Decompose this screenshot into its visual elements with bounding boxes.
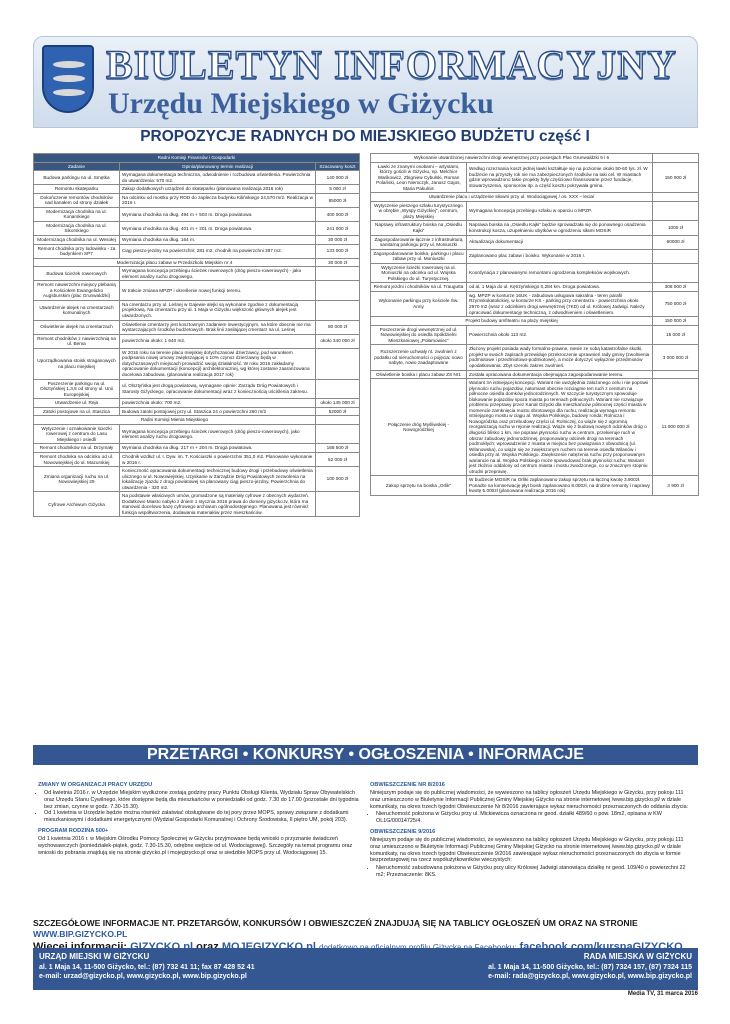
table-row (371, 317, 699, 326)
row-task: Budowa ścieżek rowerowych (34, 267, 120, 281)
row-cost: około 340 000 zł (316, 334, 360, 348)
row-section-title: Projekt budowy amfiteatru na plaży miejskiej (371, 317, 653, 326)
row-task: Wytyczenie pieszego szlaku turystycznego w obrębie „Wyspy Giżyckiej”, centrum, plaży Miejskiej (371, 201, 467, 221)
table-row (371, 235, 699, 249)
table-row (371, 325, 699, 345)
announcement-heading: OBWIESZCZENIE 9/2016 (370, 829, 436, 836)
table-row (34, 379, 360, 399)
row-opinion: Wymiana chodnika na dług. 401 m + 201 m. Droga powiatowa. (120, 221, 316, 235)
city-crest-icon (42, 45, 94, 113)
row-task: Utwardzenie ul. Reja (34, 399, 120, 408)
row-cost: 1000 zł (653, 221, 699, 235)
column-header-task: Zadanie (34, 162, 120, 171)
row-cost: 30 000 zł (316, 236, 360, 245)
row-task: Dokończenie remontów chodników nad kanałem od strony działek (34, 193, 120, 207)
table-row (34, 236, 360, 245)
row-task: Naprawy infrastruktury boiska na „Osiedlu Kajki” (371, 221, 467, 235)
row-opinion: powierzchnia około: 1 640 m2. (120, 334, 316, 348)
row-opinion: Wymiana chodnika na dług. 217 m + 204 m. Droga powiatowa. (120, 444, 316, 453)
row-task: Zagospodarowanie boiska, parkingu i placu zabaw przy ul. Moniuszki (371, 249, 467, 263)
row-cost: 150 000 zł (653, 317, 699, 326)
row-task: Połączenie dróg Myśliwskiej - Nowogródzkiej (371, 379, 467, 476)
row-task: Uporządkowania stoisk straganowych na placu miejskiej (34, 348, 120, 379)
row-section-title: Utwardzenie placu i urządzenie siłowni przy ul. Wodociągowej / os. XXX – lecia/ (371, 193, 653, 202)
row-task: Zmiana organizacji ruchu na ul. Nowowiejskiej 29 (34, 467, 120, 492)
announcement-heading: PROGRAM RODZINA 500+ (38, 828, 109, 835)
row-cost: 400 000 zł (316, 207, 360, 221)
table-row (34, 399, 360, 408)
row-opinion: Naprawa boiska na „Osiedlu Kajki” będzie sprowadzała się do ponownego osadzenia konstrukcji kosza, uzupełnieniu ubytków w ogrodzeniu siłami MOSiR (467, 221, 653, 235)
table-row (371, 263, 699, 283)
office-address: al. 1 Maja 14, 11-500 Giżycko, tel.: (87) 732 41 11; fax 87 428 52 41 (39, 963, 255, 971)
row-cost (653, 193, 699, 202)
table-row (34, 221, 360, 235)
row-task: Remont jezdni i chodników na ul. Traugutta (371, 283, 467, 292)
row-task: Budowa parkingu na ul. Smętka (34, 171, 120, 185)
table-row (34, 492, 360, 517)
row-opinion: Wymagana koncepcja przebiegu ścieżek rowerowych (dróg pieszo-rowerowych), jako element analizy ruchu drogowego. (120, 424, 316, 444)
table-row (34, 207, 360, 221)
row-opinion: ul. Olsztyńska jest drogą powiatową, wymagane opinie: Zarządu Dróg Powiatowych i Starosty Giżyckiego, opracowanie dokumentacji wraz z koniecznością uściślenia zakresu. (120, 379, 316, 399)
row-opinion: Aktualizacja dokumentacji (467, 235, 653, 249)
row-cost: 15 000 zł (653, 325, 699, 345)
row-cost: 241 000 zł (316, 221, 360, 235)
row-cost: 308 000 zł (653, 283, 699, 292)
issue-date: Media TV, 31 marca 2016 (627, 991, 698, 997)
row-cost: 60000 zł (653, 235, 699, 249)
row-task: Ławki ze znanymi osobami – artystami, którzy gościli w Giżycku, np. Melchior Wańkowicz, Zbigniew Cybulski, Roman Polański, Leon Niemczyk, Janusz Gajos, Maria Pakulnis (371, 162, 467, 193)
bulletin-subtitle: Urzędu Miejskiego w Giżycku (108, 87, 494, 120)
table-row (34, 281, 360, 301)
row-cost: 750 000 zł (653, 291, 699, 316)
proposals-heading: PROPOZYCJE RADNYCH DO MIEJSKIEGO BUDŻETU część I (140, 128, 590, 145)
office-contact: e-mail: urzad@gizycko.pl, www.gizycko.pl, www.bip.gizycko.pl (39, 973, 247, 981)
table-row (371, 283, 699, 292)
row-cost (316, 416, 360, 425)
table-row (34, 348, 360, 379)
row-opinion: Powierzchnia około 113 m2. (467, 325, 653, 345)
announcement-text: Niniejszym podaje się do publicznej wiadomości, że wywieszono na tablicy ogłoszeń Urzędu Miejskiego w Giżycku, przy pokoju 111 oraz umieszczono w Biuletynie Informacji Publicznej Gminy Miejskiej Giżycko na stronie internetowej /www.bip.gizycko.pl/ w dziale komunikaty, na okres trzech tygodni Obwieszczenie 9/2016 zawierające wykaz nieruchomości przeznaczonych do zbycia w formie bezprzetargowej na rzecz współużytkowników wieczystych: (370, 837, 684, 864)
announcement-heading: ZMIANY W ORGANIZACJI PRACY URZĘDU (38, 782, 153, 788)
row-cost: 3 900 zł (653, 476, 699, 496)
announcement-text: Od 1 kwietnia 2016 r. w Miejskim Ośrodku Pomocy Społecznej w Giżycku przyjmowane będą wnioski o przyznanie świadczeń wychowawczych (poniedziałek-piątek, godz. 7.30-15.30, odrębne wejście od ul. Wodociągowej). Szczegóły na temat programu oraz wnioski do pobrania znajdują się na stronie gizycko.pl i mojegizycko.pl oraz w siedzibie MOPS przy ul. Wodociągowej 15. (38, 836, 353, 856)
row-cost: 150 000 zł (653, 162, 699, 193)
row-task: Remont nawierzchni miejscy plebanią a Kościołem Ewangelicko Augsburskim (plac Grunwaldzki) (34, 281, 120, 301)
table-row (371, 201, 699, 221)
table-row (371, 291, 699, 316)
row-cost: około 145 000 zł (316, 399, 360, 408)
header-banner (33, 36, 698, 128)
right-proposals-table (370, 153, 699, 496)
row-cost: 3 000 000 zł (653, 345, 699, 370)
row-opinion: Wymiana chodnika na dług. 164 m. (120, 236, 316, 245)
row-task: Cyfrowe Archiwum Giżycka (34, 492, 120, 517)
table-row (34, 258, 360, 267)
table-row (34, 193, 360, 207)
row-opinion: Wymagana koncepcja przebiegu szlaku w oparciu o MPZP. (467, 201, 653, 221)
row-cost: 52000 zł (316, 407, 360, 416)
row-opinion: Została opracowana dokumentacja obejmująca zagospodarowanie terenu. (467, 370, 653, 379)
table-row (34, 416, 360, 425)
row-cost: 52 000 zł (316, 452, 360, 466)
row-cost: 30 000 zł (316, 258, 360, 267)
footer-left (39, 952, 255, 982)
table-row (34, 320, 360, 334)
row-section-title: Wykonanie utwardzonej nawierzchni drogi wewnętrznej przy posesjach Plac Grunwaldzki 5 i 6 (371, 154, 653, 163)
row-opinion: Wariant 3A istniejącej koncepcji. Wariant nie uwzględnia założonego celu i nie poprawi płynności ruchu pojazdów, natomiast obecnie rozciągnie ten ruch z centrum na północne osiedla domków jednorodzinnych. W szczycie turystycznym spowoduje blokowanie pojazdów spoza miasta po terenach północnych. Wariant nie rozwiązuje problemu przeprawy przez Kanał Giżycki dla mieszkańców północnej części miasta w momencie zamknięcia mostu obrotowego dla ruchu, realizacja wymaga remontu istniejącego mostu w ciągu al. Wojska Polskiego, budowy ronda: Rolnicza i Nowogródzka oraz przebudowy części ul. Rolniczej, co wiąże się z ogromną reorganizacją ruchu w rejonie realizacji. Wiąże się z budową nowych odcinków dróg o długości blisko 1 km, nie poprawi płynności ruchu w centrum, przekieruje ruch w obszar zabudowy jednorodzinnej, proponowany odcinek drogi na terenach podmokłych; wprowadzenie z miasta w miejscu bez powiązania z obwodnicą (ul. Wilanowska), co wiąże się ze zwiększonym ruchem na terenie osiedla Wilanów i osiedla przy al. Wojska Polskiego. Zwiększenie natężenia ruchu przy proponowanym wariancie na al. Wojska Polskiego może spowodować brak płynności ruchu; Wariant jest złożnio oddalony od centrum miasta i mostu zwodzonego, co w znacznym stopniu utrudni przeprawę. (467, 379, 653, 476)
office-name: URZĄD MIEJSKI W GIŻYCKU (39, 952, 150, 961)
table-row (34, 171, 360, 185)
row-cost (316, 300, 360, 320)
row-opinion: Wymiana chodnika na dług. 494 m + 503 m. Droga powiatowa. (120, 207, 316, 221)
table-row (371, 345, 699, 370)
row-opinion: Na cmentarzu przy ul. Leśnej w Gajewie alejki są wykonane zgodnie z dokumentacją projektową. Na cmentarzu przy al. 1 Maja w Giżycku większość głównych alejek jest utwardzonych. (120, 300, 316, 320)
row-cost: 5 000 zł (316, 185, 360, 194)
table-row (34, 452, 360, 466)
row-task: Oświetlenie alejek na cmentarzach (34, 320, 120, 334)
council-address: al. 1 Maja 14, 11-500 Giżycko, tel.: (87) 7324 157, (87) 7324 115 (488, 963, 692, 971)
row-cost: 11 000 000 zł (653, 379, 699, 476)
row-cost: 85000 zł (316, 193, 360, 207)
table-row (34, 300, 360, 320)
row-cost (316, 267, 360, 281)
row-opinion: Według rozeznania koszt jednej ławki kształtuje się na poziomie około 50-60 tys. zł. W budżecie na przyszły rok nie ma zabezpieczonych środków na taki cel. W miastach gdzie wprowadzono takie projekty były częściowo finansowane przez fundacje, stowarzyszenia, sponsorów itp. a część kosztu pokrywała gmina. (467, 162, 653, 193)
announcement-bullet: • Nieruchomość położona w Giżycku przy ul. Mickiewicza oznaczona nr geod. działki 489/60 o pow. 18m2, opisana w KW OL1G/00014725/4. (376, 811, 692, 825)
row-opinion: Zaplanowano plac zabaw i boisko. Wykonanie w 2016 r. (467, 249, 653, 263)
table-row (371, 154, 699, 163)
table-row (371, 249, 699, 263)
table-row (371, 193, 699, 202)
row-cost (316, 379, 360, 399)
table-row (371, 370, 699, 379)
row-cost (316, 492, 360, 517)
row-task: Rozszerzenie uchwały nt. zwolnień z podatku od nieruchomości o pojęcia: nowo nabyte, nowo zaadaptowane (371, 345, 467, 370)
row-cost: 80 000 zł (316, 320, 360, 334)
row-opinion: od al. 1 Maja do ul. Kętrzyńskiego 0,284 km. Droga powiatowa. (467, 283, 653, 292)
row-task: Zatoki postojowe na ul. Staszica (34, 407, 120, 416)
table-row (34, 407, 360, 416)
row-opinion: W trakcie zmiana MPZP i określenie nowej funkcji terenu. (120, 281, 316, 301)
row-task: Remont chodnika na odcinku od ul. Nowowiejskiej do ul. Mazurskiej (34, 452, 120, 466)
row-opinion: Na podstawie właściwych umów, gromadzone są materiały cyfrowe z obecnych wydarzeń. Dodatkowo Miasto nabyło z dniem 1 stycznia 2016 prawa do domeny gizycko.tv, która ma stanowić docelowo bazę cyfrowego archiwum ogólnodostępnego. Planowana jest również funkcja współtworzenia, dodawania materiałów przez mieszkańców. (120, 492, 316, 517)
row-cost (316, 348, 360, 379)
table-row (34, 467, 360, 492)
announcement-bullet: • Od 1 kwietnia w Urzędzie będzie można również załatwiać obsługiwane do tej pory przez MOPS, sprawy związane z dodatkami mieszkaniowymi i dodatkami energetycznymi (Wydział Gospodarki Komunalnej i Ochrony Środowiska, II piętro UM, pokój 203). (44, 810, 360, 824)
more-info-text: SZCZEGÓŁOWE INFORMACJE NT. PRZETARGÓW, KONKURSÓW I OBWIESZCZEŃ ZNAJDUJĄ SIĘ NA TABLICY OGŁOSZEŃ UM ORAZ NA STRONIE (33, 918, 638, 928)
footer-bar (33, 948, 698, 990)
row-opinion: wg. MPZP w konturze 16UK - zabudowa usługowa sakralna - teren parafii Rzymskokatolickiej, w konturze KS - parking przy cmentarzu - powierzchnia około 2970 m2 (wraz z odcinkiem drogi wewnętrznej (7KD) od ul. Królowej Jadwigi. Należy opracować dokumentację techniczną, z odwodnieniem i oświetleniem. (467, 291, 653, 316)
table-row (34, 424, 360, 444)
column-header-cost: Szacowany koszt (316, 162, 360, 171)
row-cost: 100 000 zł (316, 467, 360, 492)
row-task: Oświetlenie boiska i placu zabaw ZS Nr1 (371, 370, 467, 379)
footer-right (488, 952, 692, 982)
row-opinion: W 2016 roku na terenie placu miejskiej dotychczasowi dzierżawcy, pod warunkiem podpisania nowej umowy zwiększającej o 10% czynsz dzierżawny będą w dotychczasowych miejscach prowadzić swoją działalność. W roku 2016 zakładamy opracowanie dokumentacji (koncepcji) architektonicznej, wg której zostanie zaaranżowana docelowa zabudowa. (planowana realizacja 2017 rok) (120, 348, 316, 379)
row-opinion: W budżecie MOSiR na Orliki zaplanowano zakup sprzętu na łącznq kwotę 3.900zł. Ponadto na konserwację płyt boisk zaplanowano 8.000zł, na drobne remonty i naprawy kwotę 5.000zł (planowana realizacja 2016 rok) (467, 476, 653, 496)
announcements-right (370, 782, 692, 880)
table-section-header: Radni Komisji Finansów i Gospodarki (34, 154, 360, 163)
table-row (371, 162, 699, 193)
council-name: RADA MIEJSKA W GIŻYCKU (583, 952, 692, 961)
announcement-bullet: • Nieruchomość zabudowana położona w Giżycku przy ulicy Królowej Jadwigi stanowiąca działkę nr geod. 109/40 o powierzchni 22 m2; Przeznaczenie: 8KS. (376, 865, 692, 879)
column-header-opinion: Opinia/planowany termin realizacji (120, 162, 316, 171)
row-task: Modernizacja chodnika na ul. Konarskiego (34, 207, 120, 221)
row-cost (316, 424, 360, 444)
row-cost (653, 263, 699, 283)
row-section-title: Modernizacja placu zabaw w Przedszkolu Miejskim nr 4 (34, 258, 316, 267)
row-task: Modernizacja chodnika na ul. Sikorskiego (34, 221, 120, 235)
row-cost: 140 000 zł (316, 171, 360, 185)
row-opinion: Chodnik wzdłuż ul. I. Dyw. im. T. Kościuszki o powierzchni 351,0 m2. Planowane wykonanie w 2016 r. (120, 452, 316, 466)
row-opinion: Złożony projekt posiada wady formalno-prawne, niesie ze sobą katastrofalne skutki, projekt w swoich zapisach przewiduje przekroczenie uprawnień rady gminy (zwolnienia podmiotowe i przedmiotowo-podmiotowe), a może dotyczyć wyłącznie przedmiotów opodatkowania. Zbyt szeroki zakres zwolnień. (467, 345, 653, 370)
table-row (371, 476, 699, 496)
council-contact: e-mail: rada@gizycko.pl, www.gizycko.pl, www.bip.gizycko.pl (488, 973, 692, 981)
row-task: Wytyczenie i oznakowanie ścieżki rowerowej z centrum do Lasu Miejskiego i osiedli (34, 424, 120, 444)
bulletin-title: BIULETYN INFORMACYJNY (106, 42, 678, 87)
row-opinion: Zakup dodatkowych urządzeń do skateparku (planowana realizacja 2016 rok) (120, 185, 316, 194)
table-row (371, 221, 699, 235)
bip-link[interactable]: WWW.BIP.GIZYCKO.PL (33, 929, 128, 940)
row-opinion: Ciąg pieszo-jezdny na powierzchni: 281 m2, chodnik na powierzchni 387 m2. (120, 244, 316, 258)
announcements-left (38, 782, 360, 857)
row-opinion: Wymagana koncepcja przebiegu ścieżek rowerowych (dróg pieszo-rowerowych) - jako element analizy ruchu drogowego. (120, 267, 316, 281)
announcement-bullet: • Od kwietnia 2016 r. w Urzędzie Miejskim wydłużone zostają godziny pracy Punktu Obsługi Klienta, Wydziału Spraw Obywatelskich oraz Urzędu Stanu Cywilnego, które dostępne będą dla mieszkańców w poniedziałki od godz. 7.30 do 17.00 (pozostałe dni tygodnia bez zmian, czynne w godz. 7.30-15.30). (44, 790, 360, 810)
row-task: Zagospodarowanie łącznie z infrastrukturą sanitarną parkingu przy ul. Moniuszki (371, 235, 467, 249)
row-task: Wykonanie parkingu przy kościele Św. Anny (371, 291, 467, 316)
row-cost: 168 500 zł (316, 444, 360, 453)
table-row (34, 244, 360, 258)
row-opinion: Oświetlenie cmentarzy jest kosztownym zadaniem inwestycyjnym, na które obecnie nie ma wystarczających środków budżetowych. Brak linii zasilającej cmentarz na ul. Leśnej (120, 320, 316, 334)
row-task: Remont chodnika przy lodowisku - za budynkiem SP7 (34, 244, 120, 258)
row-opinion: Koordynacja z planowanymi remontami ogrodzenia kompleksów wojskowych. (467, 263, 653, 283)
row-task: Utwardzenie alejek na cmentarzach komunalnych (34, 300, 120, 320)
row-task: Remontu skateparku (34, 185, 120, 194)
row-task: Poszerzenie drogi wewnętrznej od ul. Nowowiejskiej do osiedla Spółdzielni Mieszkaniowej „Połamowiec” (371, 325, 467, 345)
row-task: Zakup sprzętu na boiska „Orlik” (371, 476, 467, 496)
row-opinion: powierzchnia około: 700 m2. (120, 399, 316, 408)
announcement-text: Niniejszym podaje się do publicznej wiadomości, że wywieszono na tablicy ogłoszeń Urzędu Miejskiego w Giżycku, przy pokoju 111 oraz umieszczono w Biuletynie Informacji Publicznej Gminy Miejskiej Giżycko na stronie internetowej /www.bip.gizycko.pl/ w dziale komunikaty, na okres trzech tygodni Obwieszczenie Nr 8/2016 zawierające wykaz nieruchomości przeznaczonych do oddania zbycia: (370, 790, 689, 810)
row-task: Modernizacja chodnika na ul. Wesołej (34, 236, 120, 245)
row-cost: 133 000 zł (316, 244, 360, 258)
row-task: Wytyczenie ścieżki rowerowej na ul. Moniuszki na odcinku od ul. Wojska Polskiego do ul. Turystycznej. (371, 263, 467, 283)
row-cost (653, 370, 699, 379)
announcements-band: PRZETARGI • KONKURSY • OGŁOSZENIA • INFORMACJE (33, 745, 698, 765)
table-row (34, 267, 360, 281)
row-opinion: Na odcinku od mostku przy ROD do zaplecza budynku Kilińskiego 24,570 m/2. Realizacja w 2016 r. (120, 193, 316, 207)
table-row (34, 185, 360, 194)
row-cost (653, 201, 699, 221)
table-row (34, 444, 360, 453)
row-section-title: Radni Komisji Mienia Miejskiego (34, 416, 316, 425)
row-cost (316, 281, 360, 301)
row-cost (653, 249, 699, 263)
row-opinion: Budowa zatoki postojowej przy ul. Staszica 24 o powierzchni 260 m/2 (120, 407, 316, 416)
row-task: Poszerzenie parkingu na ul. Olsztyńskiej 1,3,5 od strony ul. Unii Europejskiej (34, 379, 120, 399)
row-opinion: Wymagana dokumentacja techniczna, odwodnienie i rozbudowa oświetlenia. Powierzchnia do utwardzenia: 570 m2. (120, 171, 316, 185)
row-cost (653, 154, 699, 163)
left-proposals-table (33, 153, 360, 517)
table-row (371, 379, 699, 476)
announcement-heading: OBWIESZCZENIE NR 8/2016 (370, 782, 445, 788)
row-task: Remont chodników z nawierzchnią na ul. Bema (34, 334, 120, 348)
table-row (34, 334, 360, 348)
row-task: Remont chodników na ul. Drzymały (34, 444, 120, 453)
row-opinion: Konieczność opracowania dokumentacji technicznej budowy drogi i przebudowy oświetlenia ulicznego w ul. Nowowiejskiej. Uzyskanie w Zarządzie Dróg Powiatowych zezwolenia na lokalizację zjazdu z drogi powiatowej na planowany ciąg pieszo-jezdny. Powierzchnia do utwardzenia - 320 m2. (120, 467, 316, 492)
